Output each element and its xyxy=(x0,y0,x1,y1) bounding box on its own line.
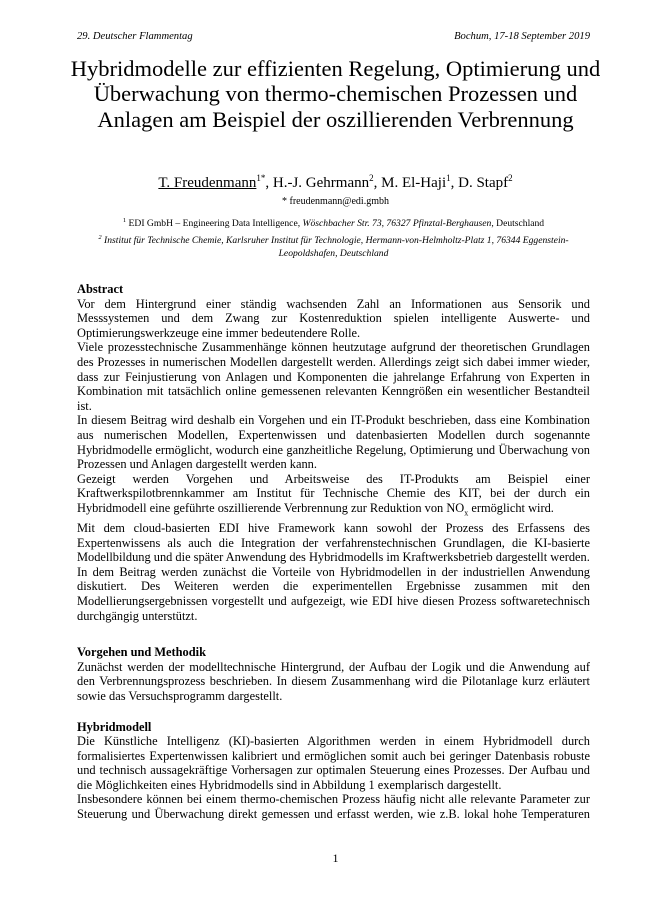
paragraph xyxy=(77,472,590,521)
running-header xyxy=(77,31,590,42)
author-affil-sup: 1* xyxy=(256,173,266,183)
paragraph: Die Künstliche Intelligenz (KI)-basierten Algorithmen werden in einem Hybridmodell durch formalisiertes Expertenwissen kalibriert und ermöglichen somit auch bei geringer Datenbasis robuste und technisch aussagekräftige Vorhersagen zur optimalen Steuerung eines Prozesses. Der Aufbau und die Möglichkeiten eines Hybridmodells sind in Abbildung 1 exemplarisch dargestellt. xyxy=(77,734,590,792)
affil-text: Institut für Technische Chemie, Karlsruher Institut für Technologie, Hermann-von-Helmholtz-Platz 1, 76344 Eggenstein-Leopoldshafen, Deutschland xyxy=(104,234,569,260)
paragraph: Viele prozesstechnische Zusammenhänge können heutzutage aufgrund der theoretischen Grundlagen des Prozesses in numerischen Modellen dargestellt werden. Allerdings zeigt sich dabei immer wieder, dass zur Feinjustierung von Anlagen und Komponenten die jahrelange Erfahrung von Experten in Kombination mit tatsächlich online gemessenen relevanten Kenngrößen ein wesentlicher Bestandteil ist. xyxy=(77,340,590,413)
author-list xyxy=(0,173,671,192)
paragraph: In dem Beitrag werden zunächst die Vorteile von Hybridmodellen in der industriellen Anwendung diskutiert. Des Weiteren werden die experimentellen Ergebnisse zusammen mit den Modellierungsergebnissen vorgestellt und aufgezeigt, wie EDI hive diesen Prozess softwaretechnisch durchgängig unterstützt. xyxy=(77,564,590,623)
body-text xyxy=(77,282,590,822)
author-affil-sup: 1 xyxy=(446,173,451,183)
affiliation-1 xyxy=(77,214,590,231)
author-name: M. El-Haji xyxy=(381,175,447,191)
paragraph: Mit dem cloud-basierten EDI hive Framework kann sowohl der Prozess des Erfassens des Expertenwissens als auch die Integration der verfahrenstechnischen Grundlagen, die KI-basierte Modellbildung und die später Anwendung des Hybridmodells im Kraftwerksbetrieb dargestellt werden. xyxy=(77,520,590,565)
paragraph: Vor dem Hintergrund einer ständig wachsenden Zahl an Informationen aus Sensorik und Messsystemen und dem Zwang zur Kostenreduktion spielen intelligente Auswerte- und Optimierungswerkzeuge eine immer bedeutendere Rolle. xyxy=(77,296,590,340)
section-hybridmodell xyxy=(77,720,590,822)
paper-title: Hybridmodelle zur effizienten Regelung, Optimierung und Überwachung von thermo-chemischen Prozessen und Anlagen am Beispiel der oszillierenden Verbrennung xyxy=(70,56,601,132)
paragraph: Zunächst werden der modelltechnische Hintergrund, der Aufbau der Logik und die Anwendung auf den Verbrennungsprozess beschrieben. In diesem Zusammenhang wird die Pilotanlage kurz erläutert sowie das Versuchsprogramm dargestellt. xyxy=(77,659,590,703)
author-affil-sup: 2 xyxy=(369,173,374,183)
author-name: T. Freudenmann xyxy=(158,175,257,191)
author-affil-sup: 2 xyxy=(508,173,513,183)
author-sep: , xyxy=(265,175,273,191)
author-name: H.-J. Gehrmann xyxy=(272,175,370,191)
page-number: 1 xyxy=(332,851,339,865)
affiliation-2 xyxy=(77,231,590,261)
affil-name: EDI GmbH – Engineering Data Intelligence, xyxy=(128,218,303,230)
author-name: D. Stapf xyxy=(458,175,509,191)
section-heading: Abstract xyxy=(77,282,124,296)
corresponding-email: * freudenmann@edi.gmbh xyxy=(282,196,389,207)
section-heading: Hybridmodell xyxy=(77,719,152,734)
affil-address: Wöschbacher Str. 73, 76327 Pfinztal-Berghausen xyxy=(302,218,492,230)
text: Gezeigt werden Vorgehen und Arbeitsweise des IT-Produkts am Beispiel einer Kraftwerkspilotbrennkammer am Institut für Technische Chemie des KIT, bei der durch ein Hybridmodell eine geführte oszillierende Verbrennung zur Reduktion von NO xyxy=(77,471,590,515)
author-sep: , xyxy=(373,175,382,191)
affiliations xyxy=(77,214,590,261)
paragraph: Insbesondere können bei einem thermo-chemischen Prozess häufig nicht alle relevante Parameter zur Steuerung und Überwachung direkt gemessen und erfasst werden, wie z.B. lokal hohe Temperaturen xyxy=(77,792,590,822)
affil-country: , Deutschland xyxy=(491,218,545,230)
affil-sup: 2 xyxy=(98,233,102,241)
paragraph: In diesem Beitrag wird deshalb ein Vorgehen und ein IT-Produkt beschrieben, dass eine Kombination aus numerischen Modellen, Expertenwissen und datenbasierten Modellen durch sogenannte Hybridmodelle ermöglicht, wodurch eine ganzheitliche Regelung, Optimierung und Überwachung von Prozessen und Anlagen dargestellt werden kann. xyxy=(77,413,590,472)
author-sep: , xyxy=(450,175,459,191)
section-heading: Vorgehen und Methodik xyxy=(77,645,206,660)
header-location-date: Bochum, 17-18 September 2019 xyxy=(454,31,590,42)
affil-sup: 1 xyxy=(122,217,127,224)
subscript: x xyxy=(464,508,469,518)
text: ermöglicht wird. xyxy=(468,500,554,515)
section-methodik xyxy=(77,645,590,703)
section-abstract xyxy=(77,282,590,623)
header-conference: 29. Deutscher Flammentag xyxy=(77,31,193,42)
